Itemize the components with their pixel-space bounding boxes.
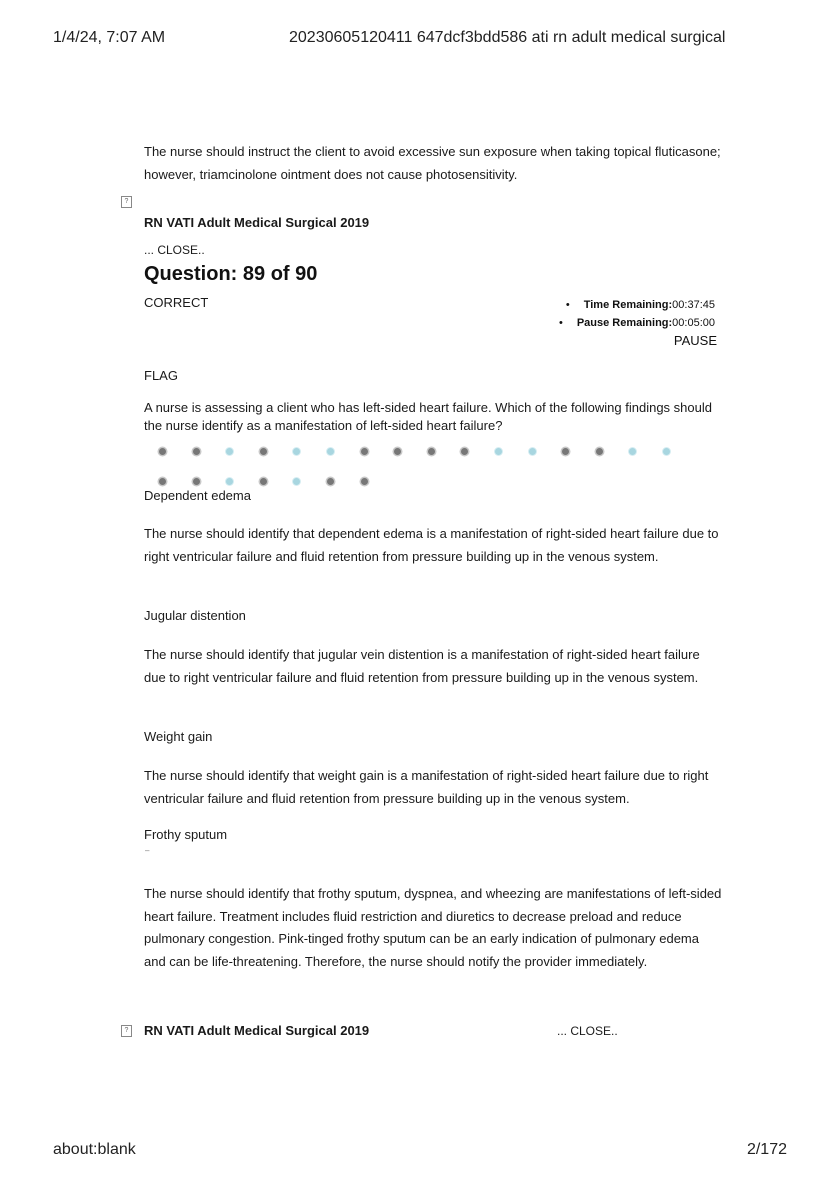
print-url: about:blank	[53, 1141, 136, 1158]
option-rationale: The nurse should identify that jugular vein distention is a manifestation of right-sided heart failure due to right ventricular failure and fluid retention from pressure building up in the venous system.	[144, 647, 700, 685]
question-nav-dot[interactable]	[226, 478, 233, 485]
close-link[interactable]: ... CLOSE..	[144, 243, 205, 257]
option-rationale: The nurse should identify that weight gain is a manifestation of right-sided heart failure due to right ventricular failure and fluid retention from pressure building up in the venous system.	[144, 768, 709, 806]
question-nav-dot[interactable]	[327, 478, 334, 485]
print-document-title: 20230605120411 647dcf3bdd586 ati rn adult medical surgical	[289, 29, 726, 46]
question-nav-dot[interactable]	[159, 478, 166, 485]
option-label: Jugular distention	[144, 608, 246, 623]
pause-remaining-value: 00:05:00	[672, 316, 715, 329]
close-link[interactable]: ... CLOSE..	[557, 1024, 618, 1038]
option-label: Weight gain	[144, 729, 213, 744]
question-nav-dot[interactable]	[293, 448, 300, 455]
question-nav-dot[interactable]	[293, 478, 300, 485]
course-title: RN VATI Adult Medical Surgical 2019	[144, 1023, 370, 1038]
question-nav-dot[interactable]	[260, 478, 267, 485]
option-label-correct: Frothy sputum	[144, 827, 228, 842]
question-nav-dot[interactable]	[428, 448, 435, 455]
time-remaining-value: 00:37:45	[672, 299, 715, 311]
intro-rationale: The nurse should instruct the client to avoid excessive sun exposure when taking topical fluticasone; however, triamcinolone ointment does not cause photosensitivity.	[144, 144, 721, 182]
option-rationale: The nurse should identify that dependent edema is a manifestation of right-sided heart failure due to right ventricular failure and fluid retention from pressure building up in the venous system.	[144, 526, 719, 564]
question-nav-dot[interactable]	[394, 448, 401, 455]
question-nav-dot[interactable]	[596, 448, 603, 455]
question-nav-dot[interactable]	[327, 448, 334, 455]
question-nav-dot[interactable]	[193, 448, 200, 455]
question-nav-dot[interactable]	[159, 448, 166, 455]
question-nav-dot[interactable]	[495, 448, 502, 455]
question-nav-dot[interactable]	[461, 448, 468, 455]
time-remaining	[559, 297, 715, 315]
print-page-number: 2/172	[746, 1141, 787, 1158]
pause-button[interactable]: PAUSE	[673, 333, 717, 348]
broken-image-icon: ?	[121, 196, 132, 208]
option-label: Dependent edema	[144, 488, 251, 503]
question-nav-dot[interactable]	[226, 448, 233, 455]
question-nav-dot[interactable]	[193, 478, 200, 485]
pause-remaining	[559, 315, 715, 333]
print-datetime: 1/4/24, 7:07 AM	[53, 29, 166, 46]
question-nav-dot[interactable]	[529, 448, 536, 455]
flag-button[interactable]: FLAG	[144, 368, 178, 383]
question-nav-dot[interactable]	[562, 448, 569, 455]
option-rationale-correct: The nurse should identify that frothy sputum, dyspnea, and wheezing are manifestations of left-sided heart failure. Treatment includes fluid restriction and diuretics to decrease preload and reduce pulmonary congestion. Pink-tinged frothy sputum can be an early indication of pulmonary edema and can be life-threatening. Therefore, the nurse should notify the provider immediately.	[144, 886, 722, 969]
pause-remaining-label: Pause Remaining:	[576, 316, 673, 329]
broken-image-icon: ?	[121, 1025, 132, 1037]
question-text: A nurse is assessing a client who has left-sided heart failure. Which of the following findings should the nurse identify as a manifestation of left-sided heart failure?	[144, 400, 712, 433]
question-nav-dot[interactable]	[260, 448, 267, 455]
timer-list	[559, 297, 715, 332]
question-nav-dot[interactable]	[361, 448, 368, 455]
time-remaining-label: Time Remaining:	[583, 299, 673, 311]
answer-status: CORRECT	[144, 295, 209, 310]
question-counter: Question: 89 of 90	[144, 263, 318, 285]
question-nav-dot[interactable]	[361, 478, 368, 485]
tiny-mark: –	[145, 846, 150, 855]
course-title: RN VATI Adult Medical Surgical 2019	[144, 215, 370, 230]
question-nav-dot[interactable]	[663, 448, 670, 455]
question-nav-dot[interactable]	[629, 448, 636, 455]
